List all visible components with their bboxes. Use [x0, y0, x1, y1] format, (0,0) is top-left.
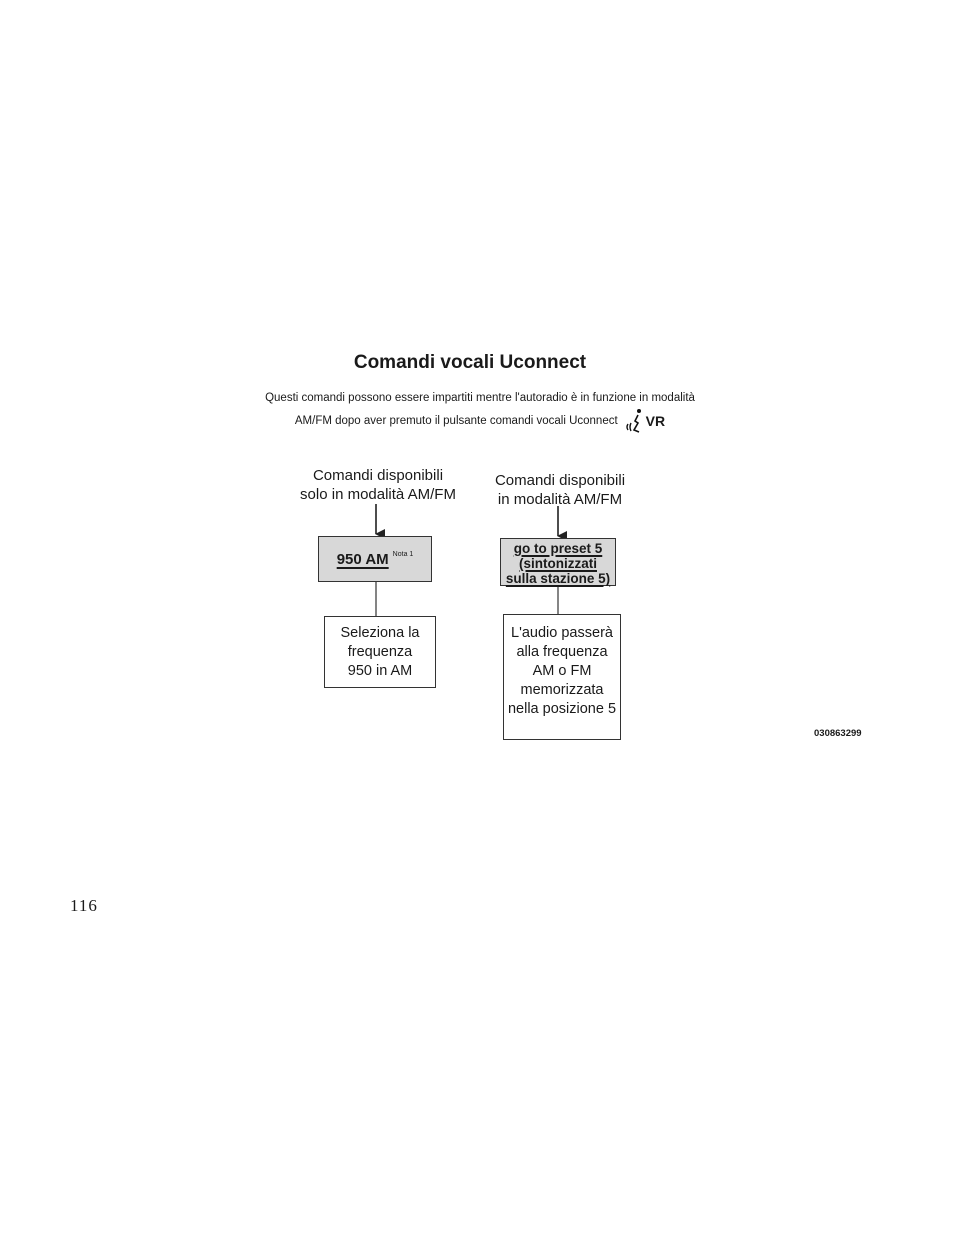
command-box-950-am	[318, 536, 432, 582]
desc-left-line-2: frequenza	[347, 644, 413, 660]
left-caption-line-2: solo in modalità AM/FM	[300, 486, 456, 503]
command-preset-line-2: (sintonizzati	[519, 556, 597, 571]
page-number: 116	[70, 896, 98, 915]
desc-right-line-2: alla frequenza	[516, 644, 608, 660]
vr-label: VR	[645, 413, 666, 429]
page-title: Comandi vocali Uconnect	[353, 352, 587, 373]
left-caption	[296, 466, 460, 504]
desc-left-line-1: Seleziona la	[340, 625, 420, 641]
command-preset-line-1: go to preset 5	[513, 541, 603, 556]
figure-code: 030863299	[814, 728, 862, 739]
command-preset-line-3: sulla stazione 5)	[505, 571, 611, 586]
subtitle-line-2: AM/FM dopo aver premuto il pulsante comandi vocali Uconnect	[294, 415, 618, 427]
desc-right-line-4: memorizzata	[520, 682, 604, 698]
right-caption	[478, 471, 642, 509]
subtitle-line-2-row	[240, 408, 720, 434]
command-950-am: 950 AM	[336, 550, 389, 568]
command-box-go-to-preset	[500, 538, 616, 586]
desc-right-line-5: nella posizione 5	[507, 701, 617, 717]
left-caption-line-1: Comandi disponibili	[312, 467, 444, 484]
subtitle-line-1: Questi comandi possono essere impartiti mentre l'autoradio è in funzione in modalità	[265, 392, 695, 404]
right-caption-line-1: Comandi disponibili	[494, 472, 626, 489]
desc-right-line-1: L'audio passerà	[511, 625, 613, 641]
desc-left-line-3: 950 in AM	[347, 663, 413, 679]
desc-right-line-3: AM o FM	[532, 663, 592, 679]
command-note: Nota 1	[392, 550, 414, 558]
description-box-left	[324, 616, 436, 688]
description-box-right	[503, 614, 621, 740]
right-caption-line-2: in modalità AM/FM	[497, 491, 623, 508]
voice-recognition-icon	[624, 408, 665, 434]
